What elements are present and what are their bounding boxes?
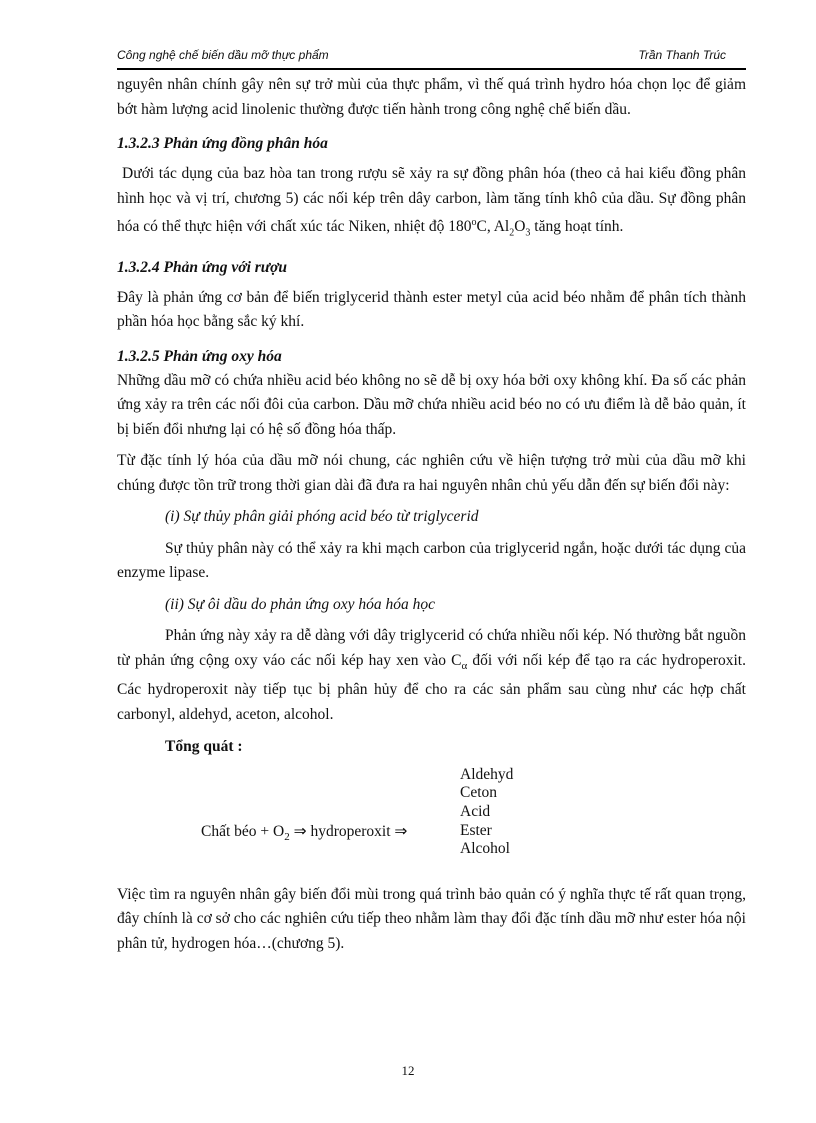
product-list (460, 766, 513, 859)
paragraph-oxidation-1: Những dầu mỡ có chứa nhiều acid béo không no sẽ dễ bị oxy hóa bởi oxy không khí. Đa số các phản ứng xảy ra trên các nối đôi của carbon. Dầu mỡ chứa nhiều acid béo no có ưu điểm là dễ bảo quản, ít bị biến đổi nhưng lại có hệ số đồng hóa thấp. (117, 371, 746, 438)
paragraph-oxidation-2: Từ đặc tính lý hóa của dầu mỡ nói chung, các nghiên cứu về hiện tượng trở mùi của dầu mỡ khi chúng được tồn trữ trong thời gian dài đã đưa ra hai nguyên nhân chủ yếu dẫn đến sự biến đổi này: (117, 452, 746, 494)
general-label: Tổng quát : (165, 738, 243, 756)
implies-arrow: ⇒ (394, 822, 408, 840)
paragraph-alcohol-reaction: Đây là phản ứng cơ bản để biến triglycerid thành ester metyl của acid béo nhằm để phân tích thành phần hóa học bằng sắc ký khí. (117, 288, 746, 331)
product-item: Acid (460, 803, 491, 821)
product-item: Aldehyd (460, 765, 514, 783)
page-number: 12 (401, 1063, 415, 1078)
header-book-title: Công nghệ chế biến dầu mỡ thực phẩm (117, 48, 329, 62)
header-author: Trần Thanh Trúc (638, 48, 726, 62)
cause-2-text: Phản ứng này xảy ra dễ dàng với dây triglycerid có chứa nhiều nối kép. Nó thường bắt nguồn từ phản ứng cộng oxy váo các nối kép hay xen vào $C_\alpha$ đối với nối kép để tạo ra các hydroperoxit. Các hydroperoxit này tiếp tục bị phân hủy để cho ra các sản phẩm sau cùng như các hợp chất carbonyl, aldehyd, aceton, alcohol. (117, 627, 746, 723)
conclusion-paragraph: Việc tìm ra nguyên nhân gây biến đổi mùi trong quá trình bảo quản có ý nghĩa thực tế rất quan trọng, đây chính là cơ sở cho các nghiên cứu tiếp theo nhằm làm thay đổi đặc tính dầu mỡ như ester hóa nội phân tử, hydrogen hóa…(chương 5). (117, 885, 746, 952)
implies-arrow: ⇒ (293, 822, 307, 840)
alpha-subscript: α (461, 659, 468, 672)
cause-2-title: (ii) Sự ôi dầu do phản ứng oxy hóa hóa học (165, 595, 436, 613)
header-rule (117, 68, 746, 70)
reaction-formula (117, 765, 746, 876)
product-item: Ester (460, 821, 492, 839)
heading-1-3-2-3: 1.3.2.3 Phản ứng đồng phân hóa (117, 135, 328, 152)
heading-1-3-2-4: 1.3.2.4 Phản ứng với rượu (117, 258, 288, 276)
cause-1-text: Sự thủy phân này có thể xảy ra khi mạch carbon của triglycerid ngắn, hoặc dưới tác dụng của enzyme lipase. (117, 539, 746, 582)
cause-1-title: (i) Sự thủy phân giải phóng acid béo từ triglycerid (165, 508, 479, 526)
product-item: Ceton (460, 784, 498, 802)
intro-paragraph: nguyên nhân chính gây nên sự trở mùi của thực phẩm, vì thế quá trình hydro hóa chọn lọc để giảm bớt hàm lượng acid linolenic thường được tiến hành trong công nghệ chế biến dầu. (117, 76, 746, 118)
page-body (117, 73, 746, 956)
degree-superscript: o (471, 217, 477, 228)
paragraph-isomerization: Dưới tác dụng của baz hòa tan trong rượu sẽ xảy ra sự đồng phân hóa (theo cả hai kiểu đồng phân hình học và vị trí, chương 5) các nối kép trên dây carbon, làm tăng tính khô của dầu. Sự đồng phân hóa có thể thực hiện với chất xúc tác Niken, nhiệt độ 180$^o$C, $Al_2O_3$ tăng hoạt tính. (117, 165, 746, 239)
formula-equation: Chất béo + $O_2$ ⇒ hydroperoxit ⇒ (201, 822, 408, 843)
product-item: Alcohol (460, 840, 510, 858)
running-header (117, 48, 746, 68)
heading-1-3-2-5: 1.3.2.5 Phản ứng oxy hóa (117, 347, 282, 365)
